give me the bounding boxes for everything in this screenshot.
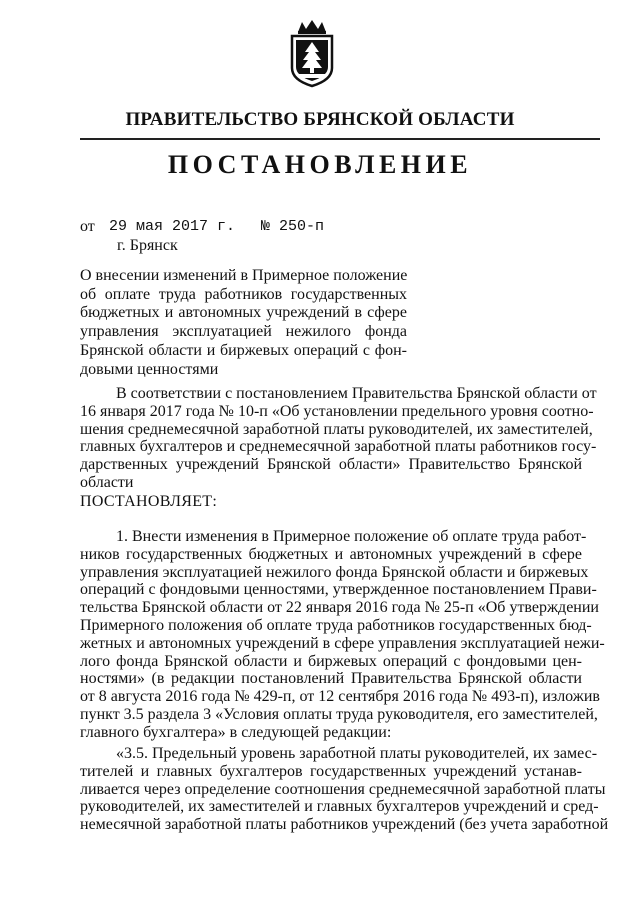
header-divider [80,138,600,140]
paragraph-line: «3.5. Предельный уровень заработной платы руководителей, их замес- [116,745,598,762]
preamble-paragraph [80,385,597,492]
paragraph-line: дарственных учреждений Брянской области» Правительство Брянской [80,456,582,474]
subject-line: довыми ценностями [80,360,219,378]
document-subject [80,267,407,379]
paragraph-line: Примерного положения об оплате труда работников государственных бюд- [80,616,592,634]
paragraph-line: тителей и главных бухгалтеров государственных учреждений устанав- [80,762,582,780]
paragraph-line: жетных и автономных учреждений в сфере управления эксплуатацией нежи- [80,634,605,652]
paragraph-line: от 8 августа 2016 года № 429-п, от 12 сентября 2016 года № 493-п), изложив [80,688,600,706]
subject-line: О внесении изменений в Примерное положение [80,267,408,284]
paragraph-line: лого фонда Брянской области и биржевых операций с фондовыми цен- [80,652,582,670]
document-date: 29 мая 2017 г. [109,218,236,235]
clause-3-5-paragraph [80,745,609,834]
paragraph-line: 1. Внести изменения в Примерное положение об оплате труда работ- [116,528,587,545]
date-prefix: от [80,218,95,235]
paragraph-line: ностями» (в редакции постановлений Правительства Брянской области [80,670,582,688]
subject-line: управления эксплуатацией нежилого фонда [80,323,407,341]
paragraph-line: главных бухгалтеров и среднемесячной заработной платы работников госу- [80,438,597,456]
paragraph-line: немесячной заработной платы работников учреждений (без учета заработной [80,816,609,834]
paragraph-line: шения среднемесячной заработной платы руководителей, их заместителей, [80,420,593,438]
decree-word: ПОСТАНОВЛЯЕТ: [80,493,218,510]
document-city: г. Брянск [117,237,178,254]
government-title: ПРАВИТЕЛЬСТВО БРЯНСКОЙ ОБЛАСТИ [125,109,515,130]
subject-line: об оплате труда работников государственных [80,285,407,303]
paragraph-line: В соответствии с постановлением Правительства Брянской области от [116,385,597,402]
paragraph-line: главного бухгалтера» в следующей редакции: [80,723,392,741]
paragraph-line: пункт 3.5 раздела 3 «Условия оплаты труда руководителя, его заместителей, [80,705,598,723]
paragraph-line: операций с фондовыми ценностями, утвержденное постановлением Прави- [80,581,597,599]
subject-line: бюджетных и автономных учреждений в сфере [80,304,407,322]
subject-line: Брянской области и биржевых операций с фон- [80,341,407,359]
paragraph-line: руководителей, их заместителей и главных бухгалтеров учреждений и сред- [80,798,599,816]
paragraph-line: области [80,473,134,491]
paragraph-line: ливается через определение соотношения среднемесячной заработной платы [80,780,606,798]
document-number: № 250-п [261,218,325,235]
clause-1-paragraph [80,528,605,742]
paragraph-line: ников государственных бюджетных и автономных учреждений в сфере [80,545,582,563]
paragraph-line: 16 января 2017 года № 10-п «Об установлении предельного уровня соотно- [80,402,594,420]
bryansk-coat-of-arms-icon [288,18,336,88]
paragraph-line: управления эксплуатацией нежилого фонда Брянской области и биржевых [80,563,589,581]
document-type-title: ПОСТАНОВЛЕНИЕ [167,150,473,179]
paragraph-line: тельства Брянской области от 22 января 2016 года № 25-п «Об утверждении [80,599,599,617]
